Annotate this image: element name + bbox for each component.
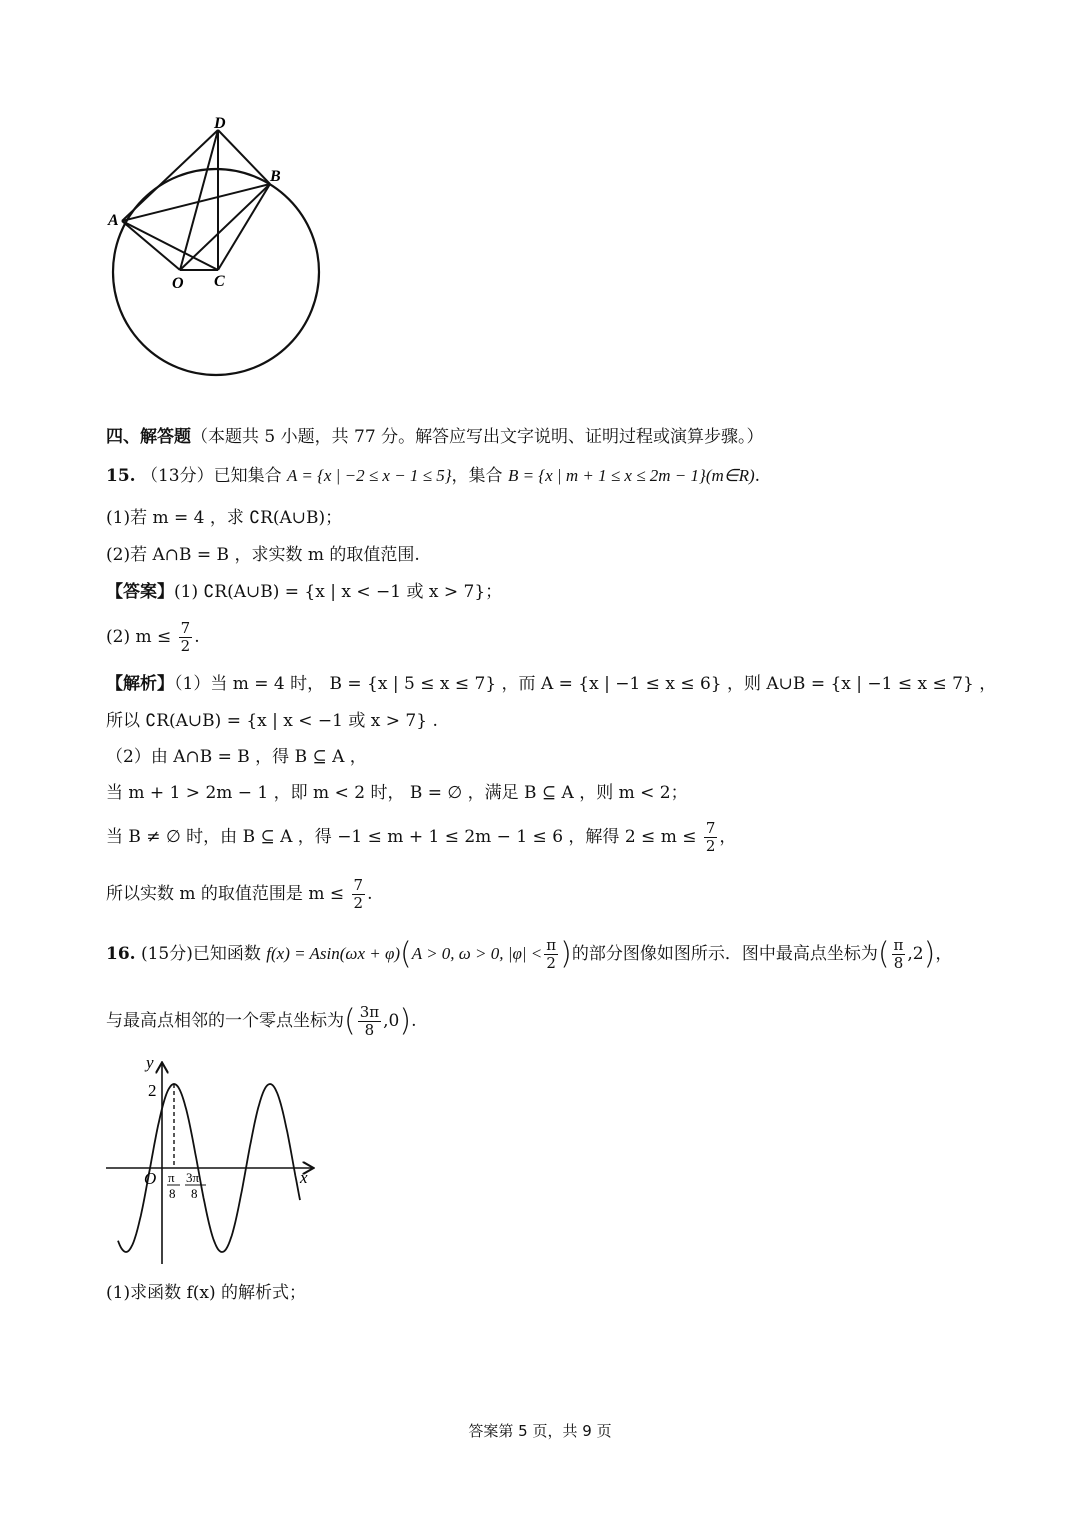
q15-number: 15.: [106, 466, 136, 486]
section-title: 四、解答题: [106, 427, 191, 447]
paren-close: ): [560, 936, 572, 972]
peak-num: π: [893, 936, 904, 954]
analysis6-end: .: [367, 884, 373, 904]
q15-analysis4: 当 m + 1 > 2m − 1 ，即 m < 2 时， B = ∅ ，满足 B ⊆ A ，则 m < 2；: [106, 783, 688, 803]
zero-fraction: [358, 1004, 381, 1039]
answer2-den: 2: [180, 637, 191, 655]
y-axis-label: y: [146, 1053, 154, 1072]
q16-stem: [106, 937, 952, 972]
analysis-label: 【解析】: [106, 674, 174, 694]
tick2-den: 8: [191, 1186, 198, 1201]
q15-stem-end: .: [754, 466, 761, 486]
peak-den: 8: [893, 954, 904, 972]
q15-score: （13分）: [140, 466, 214, 486]
q15-analysis5: [106, 820, 736, 855]
analysis6-num: 7: [353, 876, 364, 894]
answer2-num: 7: [180, 619, 191, 637]
tick1-num: π: [168, 1170, 175, 1185]
segments: [122, 130, 270, 270]
q16-stem-b: 的部分图像如图所示．图中最高点坐标为: [571, 944, 878, 964]
zero-y: ,0: [383, 1011, 400, 1031]
y-tick-2: 2: [148, 1081, 157, 1100]
cond-num: π: [546, 936, 557, 954]
paren-open: (: [400, 936, 412, 972]
peak-paren-open: (: [877, 936, 890, 972]
q15-set-a: A = {x | −2 ≤ x − 1 ≤ 5}: [287, 466, 452, 485]
peak-fraction: [892, 937, 906, 972]
q16-stem-c: ，: [935, 944, 953, 964]
analysis6-den: 2: [353, 894, 364, 912]
q16-cond-pre: A > 0, ω > 0, |φ| <: [411, 944, 543, 963]
label-a: A: [108, 212, 119, 229]
analysis6-fraction: [352, 877, 366, 912]
q15-set-b: B = {x | m + 1 ≤ x ≤ 2m − 1}(m∈R): [507, 466, 755, 485]
section-heading: [106, 425, 764, 449]
q16-number: 16.: [106, 944, 136, 964]
q15-answer1: [106, 580, 502, 604]
q16-line2: [106, 1004, 416, 1039]
page-footer: 答案第 5 页，共 9 页: [468, 1422, 612, 1440]
answer1-text: (1) ∁R(A∪B) = {x | x < −1 或 x > 7}；: [174, 582, 503, 602]
analysis5-end: ，: [719, 827, 737, 847]
section-note: （本题共 5 小题，共 77 分。解答应写出文字说明、证明过程或演算步骤。）: [191, 427, 764, 447]
q15-analysis6: [106, 877, 372, 912]
q15-stem-a: 已知集合: [213, 466, 282, 486]
geometry-figure: [100, 108, 340, 388]
label-d: D: [214, 115, 226, 132]
q15-analysis2: 所以 ∁R(A∪B) = {x | x < −1 或 x > 7} .: [106, 711, 438, 731]
q16-cond-fraction: [544, 937, 558, 972]
answer2-fraction: [179, 620, 193, 655]
tick1-den: 8: [169, 1186, 176, 1201]
analysis5-num: 7: [705, 819, 716, 837]
label-o: O: [172, 275, 184, 292]
q15-stem-b: ，集合: [451, 466, 503, 486]
zero-paren-open: (: [344, 1003, 356, 1039]
q16-line2-pre: 与最高点相邻的一个零点坐标为: [106, 1011, 344, 1031]
peak-paren-close: ): [923, 936, 936, 972]
q15-analysis3: （2）由 A∩B = B ，得 B ⊆ A ，: [106, 747, 367, 767]
analysis6-pre: 所以实数 m 的取值范围是 m ≤: [106, 884, 345, 904]
cond-den: 2: [546, 954, 556, 972]
zero-num: 3π: [359, 1003, 380, 1021]
q15-stem: [106, 464, 760, 488]
x-axis-label: x: [300, 1168, 308, 1187]
analysis5-pre: 当 B ≠ ∅ 时，由 B ⊆ A ，得 −1 ≤ m + 1 ≤ 2m − 1 ≤ 6 ，解得 2 ≤ m ≤: [106, 827, 697, 847]
answer-label: 【答案】: [106, 582, 174, 602]
origin-label: O: [144, 1169, 157, 1188]
answer2-end: .: [194, 627, 200, 647]
analysis5-fraction: [704, 820, 718, 855]
label-c: C: [214, 273, 225, 290]
label-b: B: [270, 168, 281, 185]
tick2-num: 3π: [186, 1170, 200, 1185]
q16-part1: (1)求函数 f(x) 的解析式；: [106, 1283, 307, 1303]
q15-part2: (2)若 A∩B = B ，求实数 m 的取值范围.: [106, 545, 420, 565]
peak-y: ,2: [907, 944, 924, 964]
q15-analysis1: [106, 672, 996, 696]
q16-func: f(x) = Asin(ωx + φ): [266, 944, 401, 963]
zero-den: 8: [364, 1021, 375, 1039]
q16-line2-end: .: [411, 1011, 417, 1031]
answer2-pre: (2) m ≤: [106, 627, 172, 647]
sine-graph: [100, 1050, 330, 1270]
q16-stem-a: 已知函数: [192, 944, 261, 964]
q16-score: (15分): [140, 944, 193, 964]
analysis1-text: （1）当 m = 4 时， B = {x | 5 ≤ x ≤ 7} ，而 A = {x | −1 ≤ x ≤ 6} ，则 A∪B = {x | −1 ≤ x ≤ 7} ，: [174, 674, 997, 694]
analysis5-den: 2: [705, 837, 716, 855]
q15-part1: (1)若 m = 4 ，求 ∁R(A∪B)；: [106, 508, 343, 528]
zero-paren-close: ): [399, 1003, 412, 1039]
q15-answer2: [106, 620, 200, 655]
